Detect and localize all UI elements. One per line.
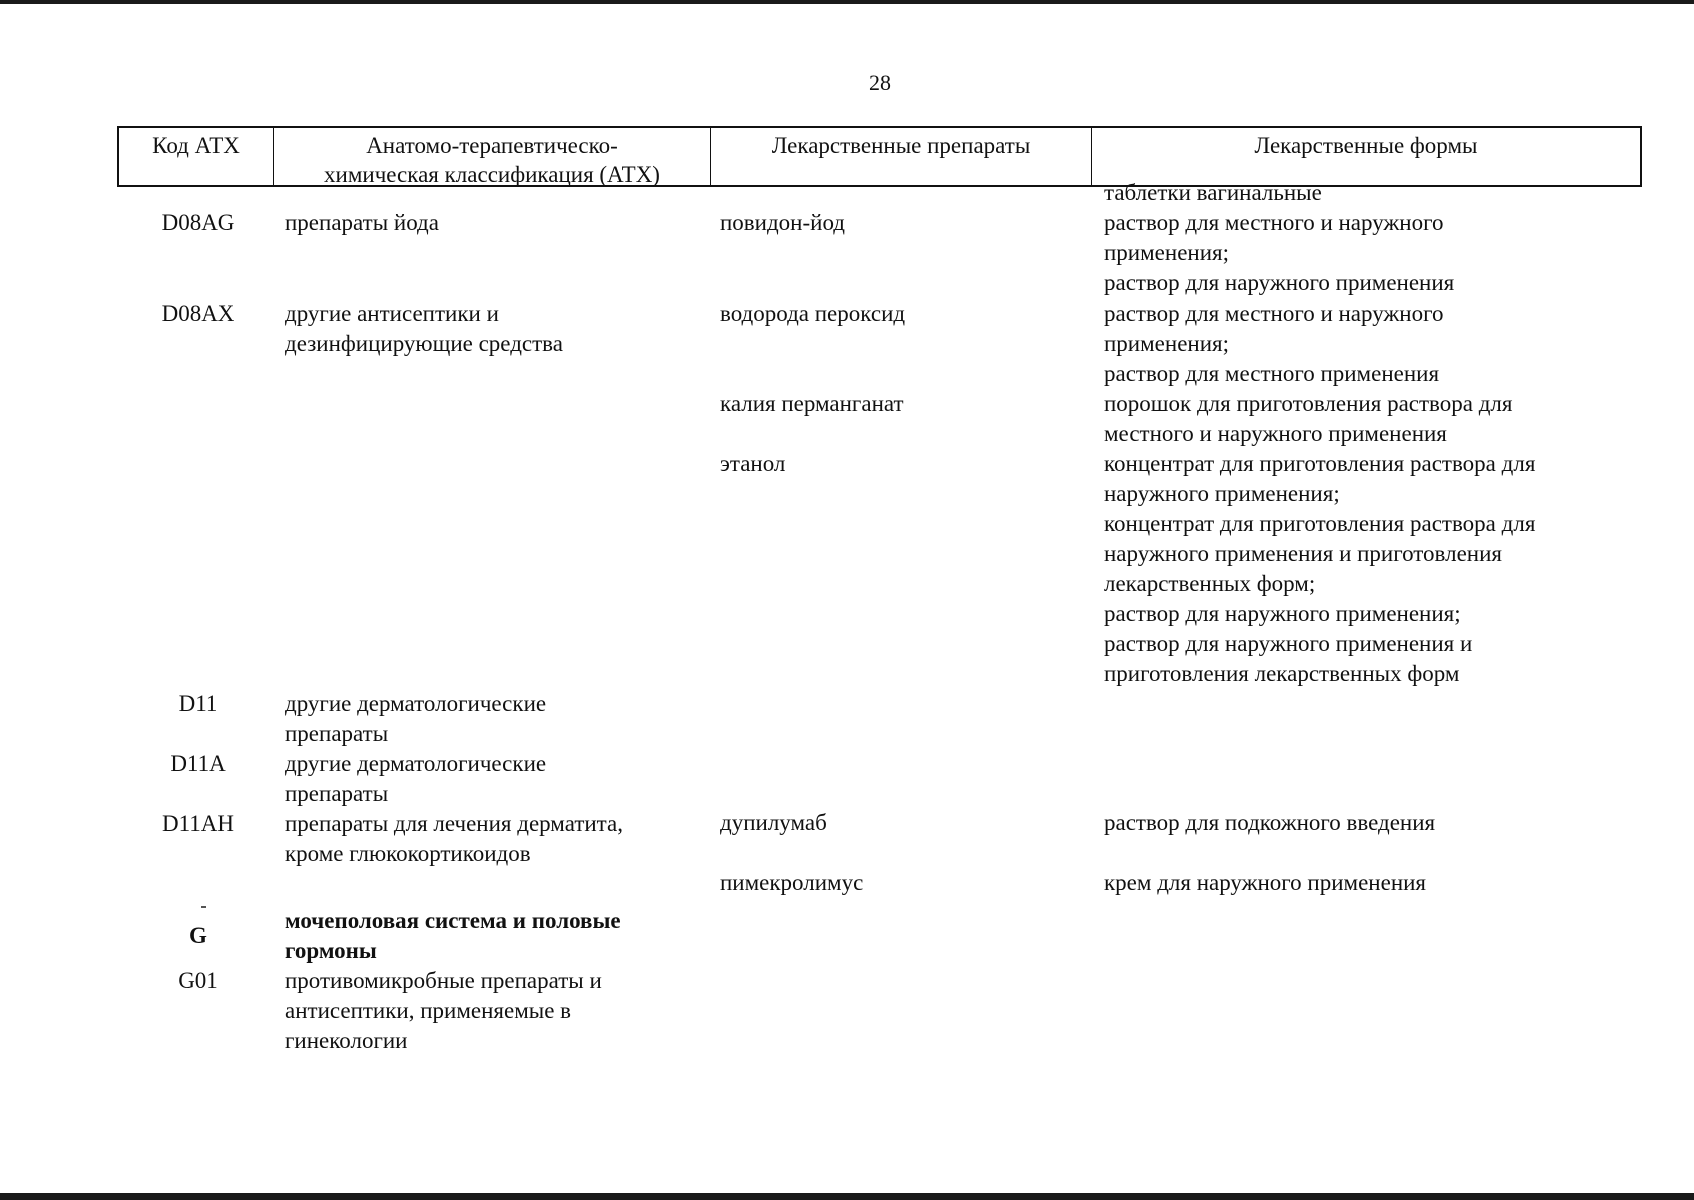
scan-bottom-edge	[0, 1193, 1694, 1200]
atc-g01: противомикробные препараты и антисептики, применяемые в гинекологии	[285, 968, 602, 1053]
atc-d11a: другие дерматологические препараты	[285, 751, 547, 806]
code-d08ag: D08AG	[161, 210, 235, 235]
code-g01: G01	[178, 968, 218, 993]
header-drugs: Лекарственные препараты	[711, 128, 1092, 185]
header-atc	[274, 128, 711, 185]
header-atc-text: Анатомо-терапевтическо- химическая классификация (АТХ)	[324, 133, 660, 187]
code-g: G	[189, 923, 207, 948]
code-d11ah: D11AH	[162, 811, 234, 836]
atc-d11: другие дерматологические препараты	[285, 691, 547, 746]
atc-d08ag: препараты йода	[285, 210, 439, 235]
code-d11: D11	[178, 691, 218, 716]
form-carryover: таблетки вагинальные	[1104, 180, 1322, 205]
drug-dupilumab: дупилумаб	[720, 810, 827, 835]
drug-potassium-permanganate: калия перманганат	[720, 391, 904, 416]
scan-top-edge	[0, 0, 1694, 4]
atc-d11ah: препараты для лечения дерматита, кроме глюкокортикоидов	[285, 811, 623, 866]
forms-dupilumab: раствор для подкожного введения	[1104, 810, 1436, 835]
drug-povidone-iodine: повидон-йод	[720, 210, 845, 235]
drug-pimecrolimus: пимекролимус	[720, 870, 864, 895]
page-number: 28	[869, 70, 891, 95]
code-d11a: D11A	[170, 751, 226, 776]
forms-potassium-permanganate: порошок для приготовления раствора для местного и наружного применения	[1104, 391, 1513, 446]
atc-d08ax: другие антисептики и дезинфицирующие средства	[285, 301, 563, 356]
forms-hydrogen-peroxide: раствор для местного и наружного применения; раствор для местного применения	[1104, 301, 1444, 386]
atc-g: мочеполовая система и половые гормоны	[285, 908, 621, 963]
drug-hydrogen-peroxide: водорода пероксид	[720, 301, 906, 326]
code-d08ax: D08AX	[161, 301, 235, 326]
header-forms: Лекарственные формы	[1254, 133, 1478, 158]
forms-povidone-iodine: раствор для местного и наружного применения; раствор для наружного применения	[1104, 210, 1455, 295]
drug-ethanol: этанол	[720, 451, 786, 476]
header-code: Код АТХ	[119, 128, 274, 185]
forms-pimecrolimus: крем для наружного применения	[1104, 870, 1427, 895]
scan-speck	[201, 906, 206, 908]
forms-ethanol: концентрат для приготовления раствора для наружного применения; концентрат для приготовления раствора для наружного применения и приготовления лекарственных форм; раствор для наружного применения; раствор для наружного применения и приготовления лекарственных форм	[1104, 451, 1536, 686]
